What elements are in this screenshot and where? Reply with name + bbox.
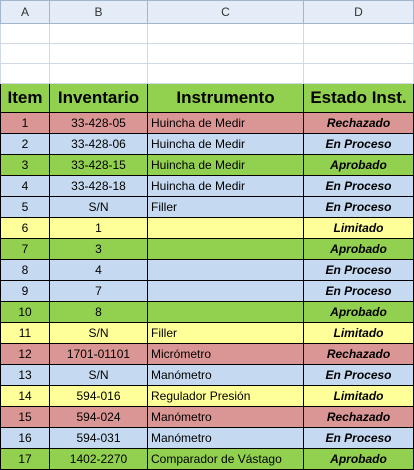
table-row: [1, 428, 414, 449]
cell-instrumento[interactable]: Manómetro: [148, 365, 304, 386]
cell-estado[interactable]: Rechazado: [304, 407, 414, 428]
cell-instrumento[interactable]: [148, 218, 304, 239]
cell-instrumento[interactable]: Filler: [148, 323, 304, 344]
cell-estado[interactable]: Aprobado: [304, 302, 414, 323]
empty-cell[interactable]: [1, 44, 50, 64]
cell-item[interactable]: 6: [1, 218, 50, 239]
cell-item[interactable]: 8: [1, 260, 50, 281]
cell-estado[interactable]: En Proceso: [304, 197, 414, 218]
cell-inventario[interactable]: S/N: [50, 197, 148, 218]
cell-estado[interactable]: Aprobado: [304, 449, 414, 470]
cell-estado[interactable]: Rechazado: [304, 113, 414, 134]
cell-item[interactable]: 7: [1, 239, 50, 260]
cell-inventario[interactable]: 594-024: [50, 407, 148, 428]
cell-estado[interactable]: En Proceso: [304, 281, 414, 302]
cell-inventario[interactable]: S/N: [50, 323, 148, 344]
cell-inventario[interactable]: 594-031: [50, 428, 148, 449]
column-header-b[interactable]: B: [50, 1, 148, 24]
cell-instrumento[interactable]: Filler: [148, 197, 304, 218]
cell-instrumento[interactable]: [148, 281, 304, 302]
table-row: [1, 323, 414, 344]
cell-item[interactable]: 9: [1, 281, 50, 302]
cell-instrumento[interactable]: Manómetro: [148, 428, 304, 449]
cell-item[interactable]: 16: [1, 428, 50, 449]
cell-instrumento[interactable]: Huincha de Medir: [148, 176, 304, 197]
cell-estado[interactable]: En Proceso: [304, 176, 414, 197]
cell-inventario[interactable]: 4: [50, 260, 148, 281]
cell-inventario[interactable]: 33-428-05: [50, 113, 148, 134]
cell-item[interactable]: 12: [1, 344, 50, 365]
empty-cell[interactable]: [1, 24, 50, 44]
cell-estado[interactable]: En Proceso: [304, 260, 414, 281]
cell-instrumento[interactable]: Huincha de Medir: [148, 134, 304, 155]
cell-estado[interactable]: Aprobado: [304, 239, 414, 260]
empty-cell[interactable]: [50, 44, 148, 64]
column-header-d[interactable]: D: [304, 1, 414, 24]
table-row: [1, 239, 414, 260]
cell-estado[interactable]: Limitado: [304, 323, 414, 344]
cell-estado[interactable]: En Proceso: [304, 365, 414, 386]
cell-instrumento[interactable]: Comparador de Vástago: [148, 449, 304, 470]
empty-cell[interactable]: [304, 24, 414, 44]
table-row: [1, 386, 414, 407]
empty-row: [1, 64, 414, 84]
cell-item[interactable]: 3: [1, 155, 50, 176]
table-row: [1, 281, 414, 302]
cell-estado[interactable]: En Proceso: [304, 134, 414, 155]
cell-estado[interactable]: Rechazado: [304, 344, 414, 365]
table-row: [1, 302, 414, 323]
empty-cell[interactable]: [148, 24, 304, 44]
cell-inventario[interactable]: 33-428-06: [50, 134, 148, 155]
table-row: [1, 365, 414, 386]
cell-inventario[interactable]: 1402-2270: [50, 449, 148, 470]
cell-instrumento[interactable]: Regulador Presión: [148, 386, 304, 407]
cell-item[interactable]: 10: [1, 302, 50, 323]
cell-item[interactable]: 2: [1, 134, 50, 155]
header-instrumento[interactable]: Instrumento: [148, 84, 304, 113]
cell-inventario[interactable]: 1701-01101: [50, 344, 148, 365]
column-header-c[interactable]: C: [148, 1, 304, 24]
cell-item[interactable]: 13: [1, 365, 50, 386]
empty-cell[interactable]: [50, 24, 148, 44]
cell-item[interactable]: 11: [1, 323, 50, 344]
table-row: [1, 155, 414, 176]
cell-item[interactable]: 5: [1, 197, 50, 218]
table-row: [1, 134, 414, 155]
cell-inventario[interactable]: 1: [50, 218, 148, 239]
empty-cell[interactable]: [1, 64, 50, 84]
table-row: [1, 218, 414, 239]
empty-cell[interactable]: [148, 64, 304, 84]
empty-cell[interactable]: [50, 64, 148, 84]
cell-instrumento[interactable]: Huincha de Medir: [148, 113, 304, 134]
table-row: [1, 449, 414, 470]
table-row: [1, 176, 414, 197]
empty-row: [1, 44, 414, 64]
empty-cell[interactable]: [304, 44, 414, 64]
header-estado[interactable]: Estado Inst.: [304, 84, 414, 113]
header-item[interactable]: Item: [1, 84, 50, 113]
cell-instrumento[interactable]: [148, 239, 304, 260]
table-row: [1, 407, 414, 428]
cell-inventario[interactable]: 33-428-18: [50, 176, 148, 197]
cell-item[interactable]: 17: [1, 449, 50, 470]
cell-instrumento[interactable]: Micrómetro: [148, 344, 304, 365]
table-header-row: [1, 84, 414, 113]
cell-item[interactable]: 15: [1, 407, 50, 428]
cell-item[interactable]: 4: [1, 176, 50, 197]
empty-cell[interactable]: [304, 64, 414, 84]
empty-row: [1, 24, 414, 44]
cell-estado[interactable]: Limitado: [304, 218, 414, 239]
table-row: [1, 260, 414, 281]
cell-inventario[interactable]: 3: [50, 239, 148, 260]
cell-instrumento[interactable]: [148, 302, 304, 323]
cell-inventario[interactable]: 7: [50, 281, 148, 302]
table-row: [1, 197, 414, 218]
cell-instrumento[interactable]: [148, 260, 304, 281]
cell-instrumento[interactable]: Manómetro: [148, 407, 304, 428]
column-header-row: [1, 1, 414, 24]
cell-inventario[interactable]: 8: [50, 302, 148, 323]
table-row: [1, 113, 414, 134]
cell-estado[interactable]: Aprobado: [304, 155, 414, 176]
cell-estado[interactable]: En Proceso: [304, 428, 414, 449]
cell-inventario[interactable]: 594-016: [50, 386, 148, 407]
column-header-a[interactable]: A: [1, 1, 50, 24]
table-row: [1, 344, 414, 365]
cell-instrumento[interactable]: Huincha de Medir: [148, 155, 304, 176]
header-inventario[interactable]: Inventario: [50, 84, 148, 113]
cell-item[interactable]: 14: [1, 386, 50, 407]
cell-item[interactable]: 1: [1, 113, 50, 134]
cell-estado[interactable]: Limitado: [304, 386, 414, 407]
empty-cell[interactable]: [148, 44, 304, 64]
cell-inventario[interactable]: 33-428-15: [50, 155, 148, 176]
cell-inventario[interactable]: S/N: [50, 365, 148, 386]
